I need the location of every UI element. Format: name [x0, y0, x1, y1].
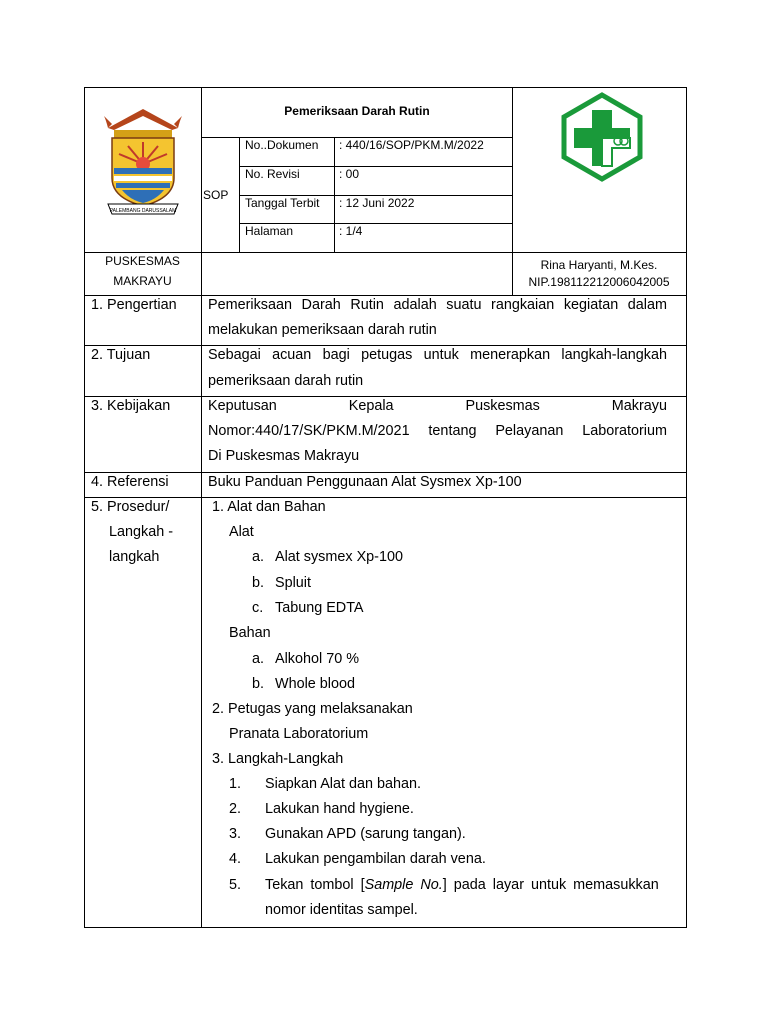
step5-pre-text: Tekan tombol [ — [265, 877, 365, 893]
kebijakan-line2: Nomor:440/17/SK/PKM.M/2021 tentang Pelayanan Laboratorium — [208, 423, 667, 439]
field-value-tanggal: : 12 Juni 2022 — [339, 196, 415, 210]
section-label-prosedur-1: 5. Prosedur/ — [91, 499, 170, 515]
pengertian-line1: Pemeriksaan Darah Rutin adalah suatu rangkaian kegiatan dalam — [208, 297, 667, 313]
bahan-item-marker: a. — [252, 651, 265, 667]
petugas-value: Pranata Laboratorium — [229, 726, 369, 742]
row-line-1 — [84, 295, 687, 296]
kebijakan-line3: Di Puskesmas Makrayu — [208, 448, 360, 464]
referensi-text: Buku Panduan Penggunaan Alat Sysmex Xp-100 — [208, 474, 522, 490]
alat-item-marker: b. — [252, 575, 265, 591]
section-label-tujuan: 2. Tujuan — [91, 347, 151, 363]
emblem-ribbon-text: PALEMBANG DARUSSALAM — [109, 208, 177, 214]
langkah-heading: 3. Langkah-Langkah — [212, 751, 344, 767]
section-label-kebijakan: 3. Kebijakan — [91, 398, 171, 414]
puskesmas-logo — [560, 92, 644, 182]
step5-line2: nomor identitas sampel. — [265, 902, 418, 918]
sop-label: SOP — [203, 188, 229, 202]
step5-italic-text: Sample No. — [364, 877, 443, 893]
header-line-4 — [84, 252, 687, 253]
kebijakan-word-2: Kepala — [348, 398, 394, 414]
step-text: Lakukan hand hygiene. — [265, 801, 414, 817]
row-line-5 — [84, 497, 687, 498]
section-label-referensi: 4. Referensi — [91, 474, 169, 490]
step5-pre — [265, 877, 659, 893]
document-title: Pemeriksaan Darah Rutin — [284, 104, 430, 118]
column-divider — [201, 87, 202, 928]
step-marker-5: 5. — [229, 877, 242, 893]
pengertian-line2: melakukan pemeriksaan darah rutin — [208, 322, 437, 338]
bahan-item: Alkohol 70 % — [275, 651, 359, 667]
step-marker: 4. — [229, 851, 242, 867]
field-value-halaman: : 1/4 — [339, 224, 363, 238]
alat-item: Tabung EDTA — [275, 600, 364, 616]
step5-line1-words — [265, 877, 679, 893]
bahan-item-marker: b. — [252, 676, 265, 692]
step-text: Siapkan Alat dan bahan. — [265, 776, 422, 792]
kebijakan-line1 — [208, 398, 667, 414]
table-border-left — [84, 87, 85, 928]
step-text: Lakukan pengambilan darah vena. — [265, 851, 486, 867]
signer-nip: NIP.198112212006042005 — [528, 275, 670, 289]
bahan-item: Whole blood — [275, 676, 355, 692]
kebijakan-word-1: Keputusan — [208, 398, 277, 414]
field-label-tanggal: Tanggal Terbit — [245, 196, 320, 210]
step5-post-text: ] pada layar untuk memasukkan — [442, 877, 659, 893]
table-border-top — [84, 87, 687, 88]
row-line-2 — [84, 345, 687, 346]
alat-item-marker: a. — [252, 549, 265, 565]
step5-line1 — [265, 877, 679, 893]
city-emblem-logo — [104, 106, 182, 220]
kebijakan-line1-words — [208, 398, 667, 414]
alat-bahan-heading: 1. Alat dan Bahan — [212, 499, 326, 515]
step-text: Gunakan APD (sarung tangan). — [265, 826, 466, 842]
kebijakan-word-4: Makrayu — [611, 398, 667, 414]
row-line-3 — [84, 396, 687, 397]
alat-item: Spluit — [275, 575, 311, 591]
field-label-dokumen: No..Dokumen — [245, 138, 319, 152]
petugas-heading: 2. Petugas yang melaksanakan — [212, 701, 413, 717]
section-label-pengertian: 1. Pengertian — [91, 297, 177, 313]
step-marker: 3. — [229, 826, 242, 842]
bahan-heading: Bahan — [229, 625, 271, 641]
org-name-line2: MAKRAYU — [113, 274, 172, 288]
field-label-revisi: No. Revisi — [245, 167, 300, 181]
org-name-line1: PUSKESMAS — [105, 254, 180, 268]
alat-heading: Alat — [229, 524, 254, 540]
section-label-prosedur-2: Langkah - — [109, 524, 174, 540]
alat-item-marker: c. — [252, 600, 264, 616]
section-label-prosedur-3: langkah — [109, 549, 160, 565]
tujuan-line1: Sebagai acuan bagi petugas untuk menerapkan langkah-langkah — [208, 347, 667, 363]
signer-name: Rina Haryanti, M.Kes. — [540, 258, 658, 272]
kebijakan-word-3: Puskesmas — [465, 398, 540, 414]
field-label-halaman: Halaman — [245, 224, 294, 238]
step-marker: 2. — [229, 801, 242, 817]
table-border-right — [686, 87, 687, 928]
row-line-4 — [84, 472, 687, 473]
step-marker: 1. — [229, 776, 242, 792]
field-value-revisi: : 00 — [339, 167, 360, 181]
table-border-bottom — [84, 927, 687, 928]
field-value-dokumen: : 440/16/SOP/PKM.M/2022 — [339, 138, 484, 152]
alat-item: Alat sysmex Xp-100 — [275, 549, 403, 565]
tujuan-line2: pemeriksaan darah rutin — [208, 373, 364, 389]
